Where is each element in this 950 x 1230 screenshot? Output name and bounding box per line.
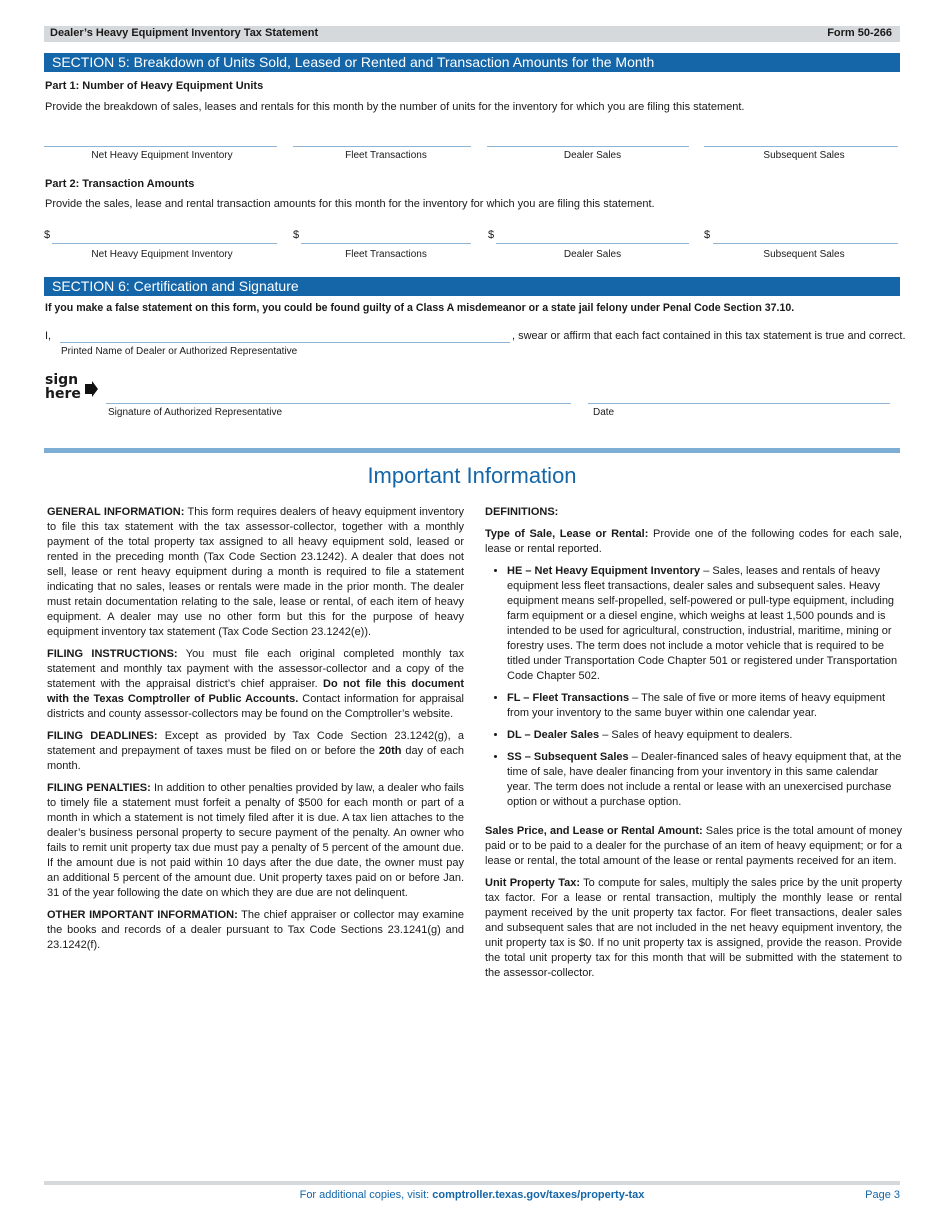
amount-dealer-caption: Dealer Sales bbox=[563, 249, 622, 260]
filing-instructions: FILING INSTRUCTIONS: You must file each original completed monthly tax statement and monthly tax payment with the assessor-collector and a copy of the statement with the appraisal district’s chief appraiser. Do not file this document with the Texas Comptroller of Public Accounts. Contact information for appraisal districts and county assessor-collectors may be found on the Comptroller’s website. bbox=[47, 648, 464, 720]
form-header bbox=[44, 26, 900, 42]
page-number: Page 3 bbox=[865, 1189, 900, 1201]
units-subsequent-caption: Subsequent Sales bbox=[763, 150, 845, 161]
units-dealer-caption: Dealer Sales bbox=[563, 150, 622, 161]
list-item: • SS – Subsequent Sales – Dealer-financed sales of heavy equipment that, at the time of sale, have dealer financing from your inventory in this same calendar year. The term does not include a rental or lease with an unexercised purchase option or without a purchase option. bbox=[507, 750, 902, 810]
general-information: GENERAL INFORMATION: This form requires dealers of heavy equipment inventory to file this tax statement with the tax assessor-collector, together with a monthly payment of the total property tax assigned to all heavy equipment sold, leased or rented in the preceding month (Tax Code Section 23.1242). A dealer that does not sell, lease or rent heavy equipment during a month is required to file a statement indicating that no sales, leases or rentals were made in the prior month. The dealer must retain documentation relating to the sale, lease or rental, of each item of heavy equipment. A dealer may use no other form but this for the purpose of heavy equipment inventory tax statement (Tax Code Section 23.1242(e)). bbox=[47, 506, 464, 638]
section6-header: SECTION 6: Certification and Signature bbox=[44, 277, 900, 296]
filing-deadlines: FILING DEADLINES: Except as provided by Tax Code Section 23.1242(g), a statement and prepayment of taxes must be filed on or before the 20th day of each month. bbox=[47, 730, 464, 772]
units-dealer-field[interactable] bbox=[487, 146, 689, 147]
form-title: Dealer’s Heavy Equipment Inventory Tax Statement bbox=[50, 27, 319, 39]
sales-price-definition: Sales Price, and Lease or Rental Amount: Sales price is the total amount of money paid or to be paid to a dealer for the purchase of an item of heavy equipment; or for a lease or rental, the total amount of the lease or rental payments received for an item. bbox=[485, 825, 902, 867]
printed-name-field[interactable] bbox=[60, 342, 510, 343]
footer-divider bbox=[44, 1181, 900, 1185]
amount-dealer-field[interactable] bbox=[496, 243, 689, 244]
units-subsequent-field[interactable] bbox=[704, 146, 898, 147]
code-list bbox=[485, 564, 902, 810]
swear-statement: , swear or affirm that each fact contained in this tax statement is true and correct. bbox=[512, 330, 906, 342]
amount-net-heavy-caption: Net Heavy Equipment Inventory bbox=[91, 249, 233, 260]
list-item: • DL – Dealer Sales – Sales of heavy equipment to dealers. bbox=[507, 728, 902, 743]
unit-property-tax-definition: Unit Property Tax: To compute for sales, multiply the sales price by the unit property tax factor. For a lease or rental transaction, multiply the monthly lease or rental payment received by the unit property tax factor. For fleet transactions, dealer sales and subsequent sales that are not included in the net heavy equipment inventory, the unit property tax is $0. If no unit property tax is assigned, provide the reason. Provide the total unit property tax for this month that will be submitted with the statement to the assessor-collector. bbox=[485, 877, 903, 979]
list-item: • HE – Net Heavy Equipment Inventory – Sales, leases and rentals of heavy equipment less fleet transactions, dealer sales and subsequent sales. Heavy equipment means self-propelled, self-powered or pull-type equipment, including farm equipment or a diesel engine, which weighs at least 1,500 pounds and is intended to be used for agricultural, construction, industrial, maritime, mining or forestry uses. The term does not include a motor vehicle that is required to be titled under Transportation Code Chapter 501 or registered under Transportation Code Chapter 502. bbox=[507, 564, 902, 684]
amount-fleet-field[interactable] bbox=[301, 243, 471, 244]
left-column bbox=[47, 505, 464, 960]
signature-caption: Signature of Authorized Representative bbox=[108, 407, 282, 418]
definitions-heading: DEFINITIONS: bbox=[485, 506, 559, 518]
amount-net-heavy-field[interactable] bbox=[52, 243, 277, 244]
arrow-right-icon bbox=[85, 381, 99, 397]
amount-fleet-caption: Fleet Transactions bbox=[345, 249, 427, 260]
units-net-heavy-field[interactable] bbox=[44, 146, 277, 147]
part1-title: Part 1: Number of Heavy Equipment Units bbox=[45, 80, 264, 92]
right-column bbox=[485, 505, 902, 988]
sign-here-marker: sign here bbox=[45, 372, 81, 402]
form-number: Form 50-266 bbox=[827, 27, 892, 39]
divider bbox=[44, 448, 900, 453]
part1-instructions: Provide the breakdown of sales, leases and rentals for this month by the number of units for the inventory for which you are filing this statement. bbox=[45, 101, 745, 113]
date-caption: Date bbox=[593, 407, 615, 418]
dollar-sign: $ bbox=[44, 229, 51, 241]
dollar-sign: $ bbox=[704, 229, 711, 241]
part2-instructions: Provide the sales, lease and rental transaction amounts for this month for the inventory for which you are filing this statement. bbox=[45, 198, 655, 210]
type-of-sale: Type of Sale, Lease or Rental: Provide one of the following codes for each sale, lease or rental reported. bbox=[485, 528, 902, 555]
printed-name-caption: Printed Name of Dealer or Authorized Representative bbox=[61, 346, 298, 357]
signature-field[interactable] bbox=[106, 403, 571, 404]
part2-title: Part 2: Transaction Amounts bbox=[45, 178, 195, 190]
footer-copies: For additional copies, visit: comptroller.texas.gov/taxes/property-tax bbox=[299, 1189, 645, 1201]
dollar-sign: $ bbox=[488, 229, 495, 241]
amount-subsequent-field[interactable] bbox=[713, 243, 898, 244]
units-net-heavy-caption: Net Heavy Equipment Inventory bbox=[91, 150, 233, 161]
false-statement-warning: If you make a false statement on this form, you could be found guilty of a Class A misdemeanor or a state jail felony under Penal Code Section 37.10. bbox=[45, 302, 795, 314]
comptroller-link[interactable]: comptroller.texas.gov/taxes/property-tax bbox=[432, 1189, 645, 1201]
important-info-title: Important Information bbox=[367, 463, 577, 488]
filing-penalties: FILING PENALTIES: In addition to other penalties provided by law, a dealer who fails to timely file a statement must forfeit a penalty of $500 for each month or part of a month in which a statement is not timely filed after it is due. A tax lien attaches to the dealer’s business personal property to secure payment of the penalty. An owner who fails to remit unit property tax due must pay a penalty of 5 percent of the amount due. If the amount due is not paid within 10 days after the due date, the owner must pay an additional 5 percent of the amount due. Unit property taxes paid on or before Jan. 31 of the year following the date on which they are due are not delinquent. bbox=[47, 782, 464, 899]
units-fleet-caption: Fleet Transactions bbox=[345, 150, 427, 161]
date-field[interactable] bbox=[588, 403, 890, 404]
i-label: I, bbox=[45, 330, 52, 342]
dollar-sign: $ bbox=[293, 229, 300, 241]
other-information: OTHER IMPORTANT INFORMATION: The chief appraiser or collector may examine the books and records of a dealer pursuant to Tax Code Sections 23.1241(g) and 23.1242(f). bbox=[47, 909, 464, 951]
section5-header: SECTION 5: Breakdown of Units Sold, Leased or Rented and Transaction Amounts for the Month bbox=[44, 53, 900, 72]
amount-subsequent-caption: Subsequent Sales bbox=[763, 249, 845, 260]
list-item: • FL – Fleet Transactions – The sale of five or more items of heavy equipment from your inventory to the same buyer within one calendar year. bbox=[507, 691, 902, 721]
units-fleet-field[interactable] bbox=[293, 146, 471, 147]
